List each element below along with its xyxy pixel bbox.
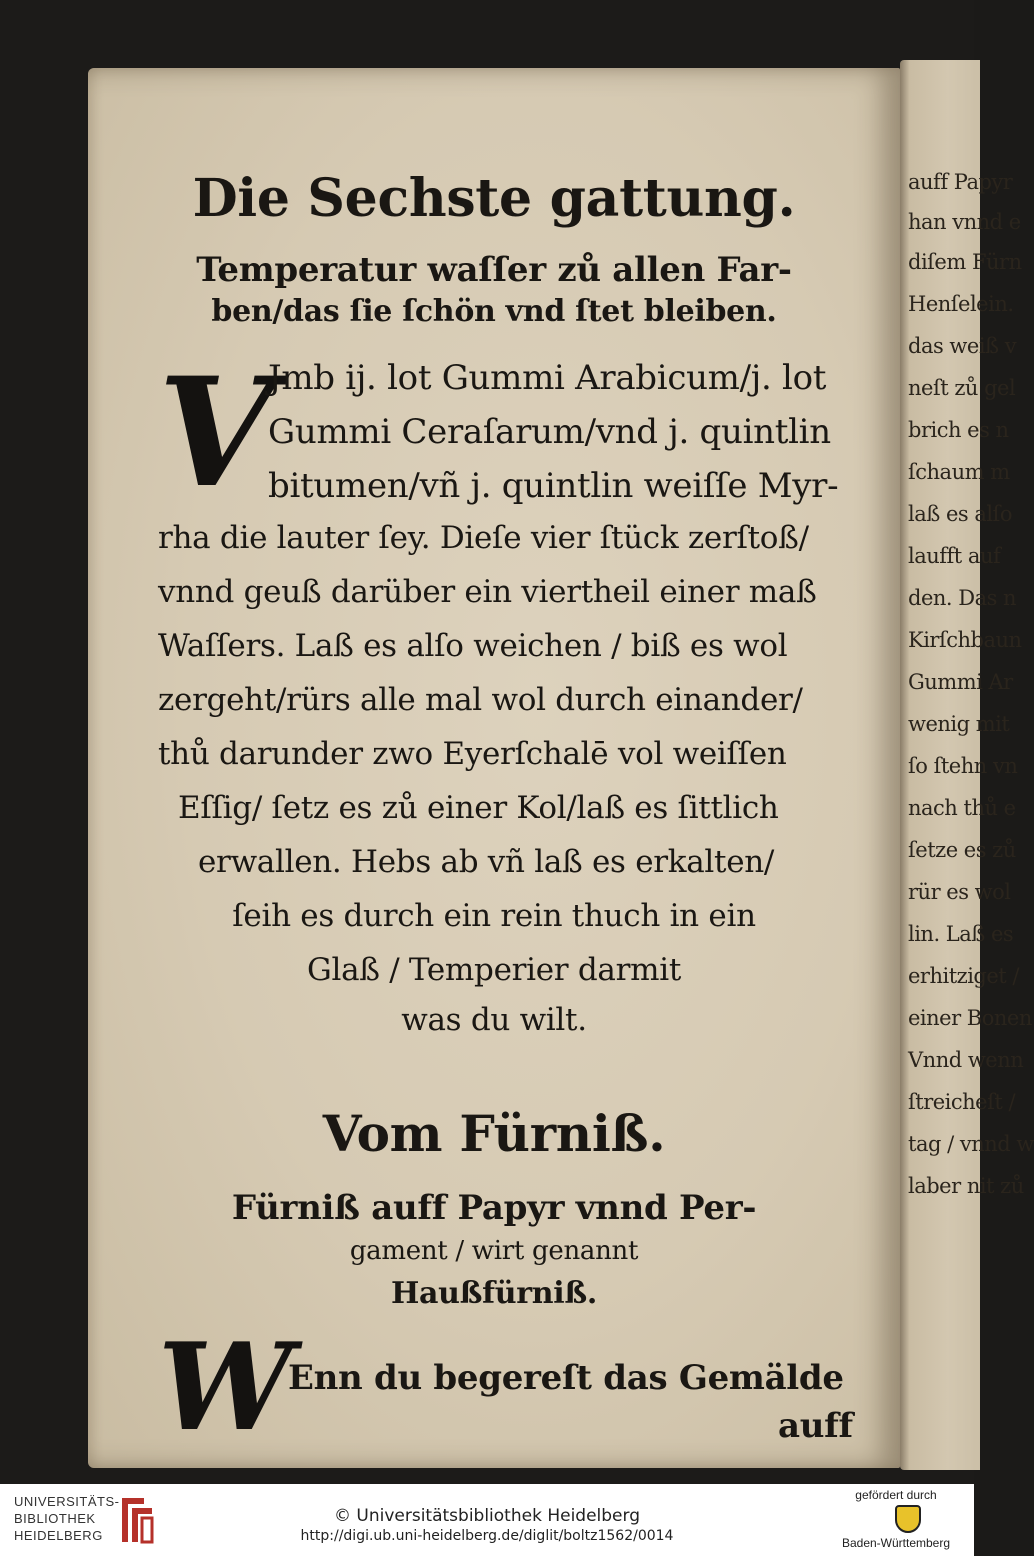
- subtitle-2-line-2: gament / wirt genannt: [349, 1236, 639, 1266]
- page-title: Die Sechste gattung.: [192, 168, 796, 229]
- opp-line: einer Bonen: [908, 1006, 1032, 1030]
- paragraph-1-line-8: thů darunder zwo Eyerſchalē vol weiſſen: [158, 736, 787, 772]
- opp-line: neſt zů gel: [908, 376, 1016, 400]
- library-name-line-1: UNIVERSITÄTS-: [14, 1494, 120, 1509]
- opp-line: Gummi Ar: [908, 670, 1013, 694]
- opp-line: Henſelein.: [908, 292, 1014, 316]
- paragraph-1-line-6: Waſſers. Laß es alſo weichen / biß es wol: [158, 628, 788, 664]
- opp-line: auff Papyr: [908, 170, 1013, 194]
- paragraph-1-line-1: Jmb ij. lot Gummi Arabicum/j. lot: [268, 358, 827, 398]
- funded-by-label: gefördert durch: [855, 1488, 937, 1502]
- paragraph-2-line-1: Enn du begereſt das Gemälde: [288, 1358, 844, 1398]
- opp-line: ſetze es zů: [908, 838, 1016, 862]
- copyright-text: © Universitätsbibliothek Heidelberg: [333, 1506, 640, 1526]
- opp-line: laß es alſo: [908, 502, 1012, 526]
- permalink-url[interactable]: http://digi.ub.uni-heidelberg.de/diglit/boltz1562/0014: [300, 1528, 674, 1544]
- opp-line: lin. Laß es: [908, 922, 1014, 946]
- footer-bar: [0, 1484, 974, 1556]
- opp-line: laufft auf: [908, 544, 1001, 568]
- paragraph-1-line-4: rha die lauter ſey. Dieſe vier ſtück zerſtoß/: [158, 520, 809, 556]
- opp-line: tag / vnnd w: [908, 1132, 1034, 1156]
- subtitle-2-line-3: Haußfürniß.: [390, 1276, 598, 1311]
- opp-line: den. Das n: [908, 586, 1017, 610]
- paragraph-1-line-13: was du wilt.: [401, 1002, 587, 1038]
- opp-line: Vnnd wenn: [908, 1048, 1024, 1072]
- opp-line: das weiß v: [908, 334, 1017, 358]
- decorated-initial-w: W: [158, 1317, 293, 1458]
- subtitle-line-1: Temperatur waſſer zů allen Far-: [196, 250, 792, 290]
- decorated-initial-v: V: [158, 345, 275, 521]
- funder-name: Baden-Württemberg: [841, 1536, 951, 1550]
- subtitle-line-2: ben/das ſie ſchön vnd ſtet bleiben.: [211, 294, 777, 329]
- paragraph-2-line-2: auff: [778, 1406, 853, 1446]
- paragraph-1-line-12: Glaß / Temperier darmit: [307, 952, 681, 988]
- opp-line: brich es n: [908, 418, 1009, 442]
- paragraph-1-line-11: ſeih es durch ein rein thuch in ein: [232, 898, 756, 934]
- paragraph-1-line-9: Eſſig/ ſetz es zů einer Kol/laß es ſittlich: [178, 790, 779, 826]
- opp-line: nach thů e: [908, 796, 1016, 820]
- opp-line: Kirſchbaun: [908, 628, 1022, 652]
- library-name-line-3: HEIDELBERG: [14, 1528, 103, 1543]
- opp-line: han vnnd e: [908, 210, 1021, 234]
- opp-line: ſtreicheſt /: [908, 1090, 1016, 1114]
- paragraph-1-line-3: bitumen/vñ j. quintlin weiſſe Myr-: [268, 466, 839, 506]
- section-heading: Vom Fürniß.: [322, 1104, 666, 1163]
- opp-line: rür es wol: [908, 880, 1011, 904]
- paragraph-1-line-10: erwallen. Hebs ab vñ laß es erkalten/: [198, 844, 775, 880]
- opposite-page-edge: [900, 60, 1034, 1470]
- coat-of-arms-icon: [895, 1505, 921, 1533]
- book-page: [88, 68, 900, 1468]
- opp-line: ſchaum m: [908, 460, 1010, 484]
- opp-line: diſem Fürn: [908, 250, 1022, 274]
- paragraph-1-line-5: vnnd geuß darüber ein viertheil einer maß: [158, 574, 817, 610]
- opp-line: erhitziget /: [908, 964, 1019, 988]
- opp-line: wenig mit: [908, 712, 1010, 736]
- subtitle-2-line-1: Fürniß auff Papyr vnnd Per-: [231, 1188, 757, 1228]
- paragraph-1-line-2: Gummi Ceraſarum/vnd j. quintlin: [268, 412, 831, 452]
- library-name-line-2: BIBLIOTHEK: [14, 1511, 96, 1526]
- opp-line: laber nit zů: [908, 1174, 1024, 1198]
- paragraph-1-line-7: zergeht/rürs alle mal wol durch einander/: [158, 682, 803, 718]
- opp-line: ſo ſtehn vn: [908, 754, 1018, 778]
